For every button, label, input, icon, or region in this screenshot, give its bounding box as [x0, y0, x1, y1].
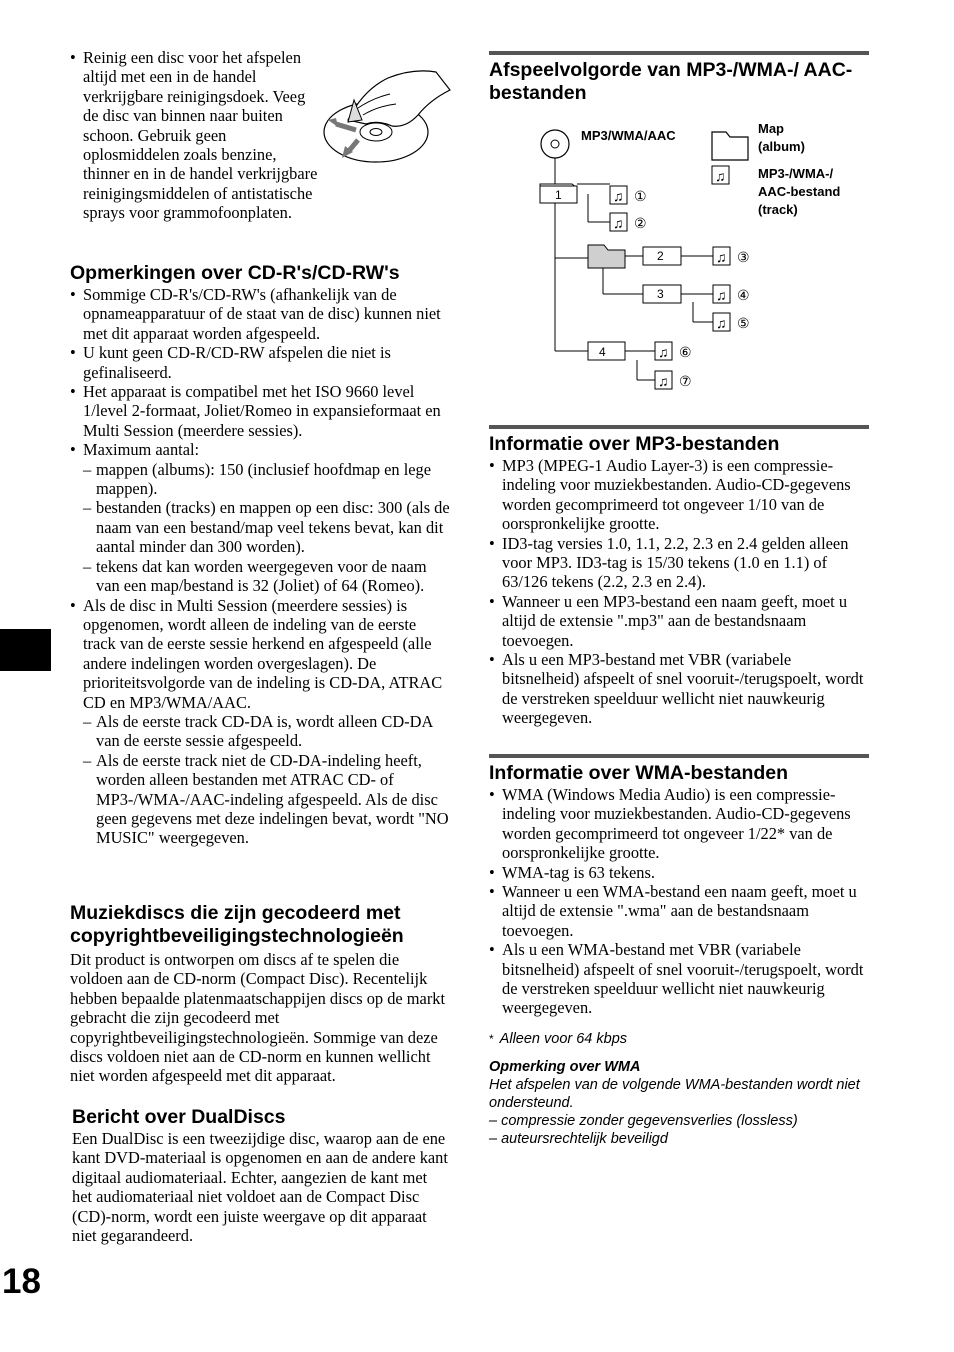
multisession-sublist: [83, 712, 450, 848]
wma-bullet-3: • Wanneer u een WMA-bestand een naam geeft, moet u altijd de extensie ".wma" aan de bestandsnaam toevoegen.: [489, 882, 871, 940]
folder-3-number: 3: [657, 287, 664, 301]
mp3-bullet-1: • MP3 (MPEG-1 Audio Layer-3) is een compressie-indeling voor muziekbestanden. Audio-CD-gegevens worden gecomprimeerd tot ongeveer 1/10 van de oorspronkelijke grootte.: [489, 456, 871, 534]
rule-order: [489, 51, 869, 55]
wma-heading: Informatie over WMA-bestanden: [489, 762, 789, 784]
track-3: [713, 247, 750, 265]
mp3-heading: Informatie over MP3-bestanden: [489, 433, 780, 455]
multisession-item-1: – Als de eerste track CD-DA is, wordt alleen CD-DA van de eerste sessie afgespeeld.: [83, 712, 450, 751]
footnote: [489, 1030, 869, 1048]
folder-4-number: 4: [599, 345, 606, 359]
track-5-number: ⑤: [737, 315, 750, 331]
page-number: 18: [2, 1262, 41, 1301]
cdr-bullet-3: • Het apparaat is compatibel met het ISO 9660 level 1/level 2-formaat, Joliet/Romeo in expansieformaat en Multi Session (meerdere sessies).: [70, 382, 450, 440]
folder-1-number: 1: [555, 188, 562, 202]
wma-bullet-4: • Als u een WMA-bestand met VBR (variabele bitsnelheid) afspeelt of snel vooruit-/terugspoelt, wordt de verstreken speelduur wellicht niet nauwkeurig weergegeven.: [489, 940, 871, 1018]
wma-note: [489, 1058, 871, 1148]
track-1: [610, 186, 647, 204]
wma-section: [489, 762, 871, 1018]
max-item-1: – mappen (albums): 150 (inclusief hoofdmap en lege mappen).: [83, 460, 450, 499]
cdr-list: [70, 285, 450, 848]
svg-text:♫: ♫: [613, 188, 624, 204]
svg-text:♫: ♫: [716, 315, 727, 331]
cdr-bullet-2: • U kunt geen CD-R/CD-RW afspelen die niet is gefinaliseerd.: [70, 343, 450, 382]
track-3-number: ③: [737, 249, 750, 265]
cdr-heading: Opmerkingen over CD-R's/CD-RW's: [70, 262, 400, 284]
multisession-item-2: – Als de eerste track niet de CD-DA-indeling heeft, worden alleen bestanden met ATRAC CD- of MP3-/WMA-/AAC-indeling afgespeeld. Als de disc geen gegevens met deze indelingen bevat, wordt "NO MUSIC" weergegeven.: [83, 751, 450, 848]
rule-wma: [489, 754, 869, 758]
svg-text:♫: ♫: [716, 249, 727, 265]
track-6-number: ⑥: [679, 344, 692, 360]
folder-4: [588, 342, 625, 360]
note-title: Opmerking over WMA: [489, 1059, 641, 1075]
note-text: Het afspelen van de volgende WMA-bestanden wordt niet ondersteund.: [489, 1077, 860, 1111]
track-7-number: ⑦: [679, 373, 692, 389]
legend-file-line2: AAC-bestand: [758, 184, 841, 199]
multisession-text: Als de disc in Multi Session (meerdere sessies) is opgenomen, wordt alleen de indeling van de eerste track van de eerste sessie herkend en afgespeeld (alle andere indelingen worden overgeslagen). De prioriteitsvolgorde van de indeling is CD-DA, ATRAC CD en MP3/WMA/AAC.: [83, 595, 443, 712]
mp3-bullet-3: • Wanneer u een MP3-bestand een naam geeft, moet u altijd de extensie ".mp3" aan de bestandsnaam toevoegen.: [489, 592, 871, 650]
track-1-number: ①: [634, 188, 647, 204]
copyright-text: Dit product is ontworpen om discs af te spelen die voldoen aan de CD-norm (Compact Disc). Recentelijk hebben bepaalde platenmaatschappijen discs op de markt gebracht die zijn gecodeerd met copyrightbeveiligingstechnologieën. Sommige van deze discs voldoen niet aan de CD-norm en kunnen wellicht niet worden afgespeeld met dit apparaat.: [70, 950, 446, 1086]
playback-order-diagram: [530, 118, 870, 398]
svg-text:♫: ♫: [716, 287, 727, 303]
copyright-section: [70, 902, 450, 1086]
disc-cleaning-illustration: [318, 60, 453, 185]
dualdisc-text: Een DualDisc is een tweezijdige disc, waarop aan de ene kant DVD-materiaal is opgenomen en aan de andere kant digitaal audiomateriaal. Echter, aangezien de kant met het audiomateriaal niet voldoet aan de Compact Disc (CD)-norm, wordt een juiste weergave op dit apparaat niet gegarandeerd.: [72, 1129, 448, 1246]
wma-bullet-1: • WMA (Windows Media Audio) is een compressie-indeling voor muziekbestanden. Audio-CD-gegevens worden gecomprimeerd tot ongeveer 1/22* van de oorspronkelijke grootte.: [489, 785, 871, 863]
multisession-bullet: [70, 596, 450, 848]
folder-2-number: 2: [657, 249, 664, 263]
cdr-bullet-1: • Sommige CD-R's/CD-RW's (afhankelijk van de opnameapparatuur of de staat van de disc) kunnen niet met dit apparaat worden afgespeeld.: [70, 285, 450, 343]
svg-text:♫: ♫: [658, 373, 669, 389]
section-tab-marker: [0, 629, 51, 671]
track-7: [655, 371, 692, 389]
rule-mp3: [489, 425, 869, 429]
wma-list: [489, 785, 871, 1018]
root-label: MP3/WMA/AAC: [581, 128, 676, 143]
legend-folder-line1: Map: [758, 121, 784, 136]
left-column-main: [70, 262, 450, 848]
dualdisc-heading: Bericht over DualDiscs: [72, 1106, 286, 1128]
track-4: [713, 285, 750, 303]
max-sublist: [83, 460, 450, 596]
footnote-text: Alleen voor 64 kbps: [499, 1031, 628, 1047]
max-label: Maximum aantal:: [83, 440, 200, 460]
mp3-bullet-2: • ID3-tag versies 1.0, 1.1, 2.2, 2.3 en 2.4 gelden alleen voor MP3. ID3-tag is 15/30 tekens (1.0 en 1.1) of 63/126 tekens (2.2, 2.3 en 2.4).: [489, 534, 871, 592]
mp3-bullet-4: • Als u een MP3-bestand met VBR (variabele bitsnelheid) afspeelt of snel vooruit-/terugspoelt, wordt de verstreken speelduur wellicht niet nauwkeurig weergegeven.: [489, 650, 871, 728]
legend-file-glyph: ♫: [715, 168, 726, 184]
note-item-2: – auteursrechtelijk beveiligd: [489, 1131, 668, 1147]
note-item-1: – compressie zonder gegevensverlies (lossless): [489, 1113, 798, 1129]
copyright-heading: Muziekdiscs die zijn gecodeerd met copyrightbeveiligingstechnologieën: [70, 902, 404, 947]
intro-bullet-text: • Reinig een disc voor het afspelen altijd met een in de handel verkrijgbare reinigingsdoek. Veeg de disc van binnen naar buiten schoon. Gebruik geen oplosmiddelen zoals benzine, thinner en in de handel verkrijgbare reinigingsmiddelen of antistatische sprays voor grammofoonplaten.: [83, 48, 463, 223]
legend-file-line3: (track): [758, 202, 798, 217]
svg-text:♫: ♫: [658, 344, 669, 360]
mp3-section: [489, 433, 871, 728]
svg-text:♫: ♫: [613, 215, 624, 231]
legend-folder-line2: (album): [758, 139, 805, 154]
wma-bullet-2: • WMA-tag is 63 tekens.: [489, 863, 871, 882]
legend-folder-icon: [712, 132, 748, 160]
cdr-bullet-4: [70, 440, 450, 595]
mp3-list: [489, 456, 871, 728]
footnote-mark: *: [489, 1032, 494, 1046]
track-2-number: ②: [634, 215, 647, 231]
max-item-3: – tekens dat kan worden weergegeven voor de naam van een map/bestand is 32 (Joliet) of 64 (Romeo).: [83, 557, 450, 596]
max-item-2: – bestanden (tracks) en mappen op een disc: 300 (als de naam van een bestand/map veel tekens bevat, kan dit aantal minder dan 300 worden).: [83, 498, 450, 556]
track-6: [655, 342, 692, 360]
track-4-number: ④: [737, 287, 750, 303]
track-5: [713, 313, 750, 331]
legend-file-line1: MP3-/WMA-/: [758, 166, 834, 181]
folder-root-grey: [588, 245, 625, 268]
dualdisc-section: [72, 1106, 450, 1245]
order-heading: Afspeelvolgorde van MP3-/WMA-/ AAC-bestanden: [489, 59, 853, 104]
track-2: [610, 213, 647, 231]
